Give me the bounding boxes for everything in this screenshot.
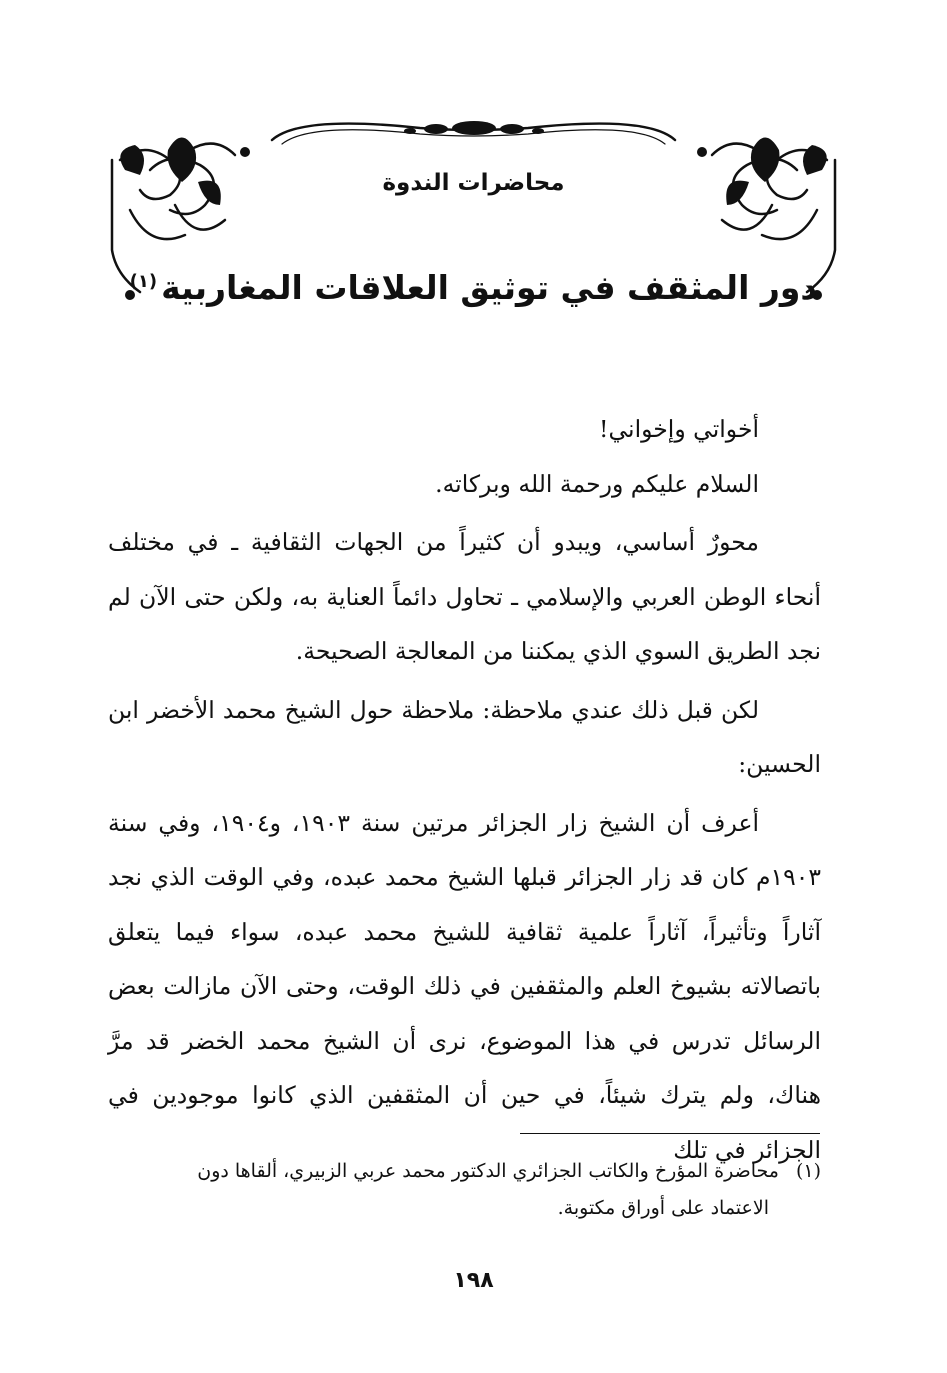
page-title: [0, 268, 947, 307]
footnote: [108, 1153, 821, 1227]
footnote-marker: (١): [795, 1160, 821, 1182]
footnote-line-2: الاعتماد على أوراق مكتوبة.: [557, 1197, 769, 1219]
paragraph-3: أعرف أن الشيخ زار الجزائر مرتين سنة ١٩٠٣، و١٩٠٤، وفي سنة ١٩٠٣م كان قد زار الجزائر قبلها الشيخ محمد عبده، وفي الوقت الذي نجد آثاراً وتأثيراً، آثاراً علمية ثقافية للشيخ محمد عبده، سواء فيما يتعلق باتصالاته بشيوخ العلم والمثقفين في ذلك الوقت، وحتى الآن مازالت بعض الرسائل تدرس في هذا الموضوع، نرى أن الشيخ محمد الخضر قد مرَّ هناك، ولم يترك شيئاً، في حين أن المثقفين الذي كانوا موجودين في الجزائر في تلك: [108, 808, 821, 1164]
paragraph-1: محورٌ أساسي، ويبدو أن كثيراً من الجهات الثقافية ـ في مختلف أنحاء الوطن العربي والإسلامي ـ تحاول دائماً العناية به، ولكن حتى الآن لم نجد الطريق السوي الذي يمكننا من المعالجة الصحيحة.: [108, 528, 821, 665]
title-footnote-marker: (١): [129, 271, 158, 292]
paragraph-2: لكن قبل ذلك عندي ملاحظة: ملاحظة حول الشيخ محمد الأخضر ابن الحسين:: [108, 695, 821, 778]
page-number: ١٩٨: [453, 1268, 494, 1293]
footnote-text-1: محاضرة المؤرخ والكاتب الجزائري الدكتور محمد عربي الزبيري، ألقاها دون: [197, 1160, 779, 1182]
salam-line: السلام عليكم ورحمة الله وبركاته.: [435, 469, 759, 498]
title-text: دور المثقف في توثيق العلاقات المغاربية: [161, 268, 818, 307]
footnote-separator: [520, 1133, 820, 1134]
footnote-line-1: [108, 1153, 821, 1190]
greeting: أخواتي وإخواني!: [599, 415, 759, 443]
section-label: محاضرات الندوة: [382, 170, 565, 196]
body-text: [108, 402, 821, 1177]
